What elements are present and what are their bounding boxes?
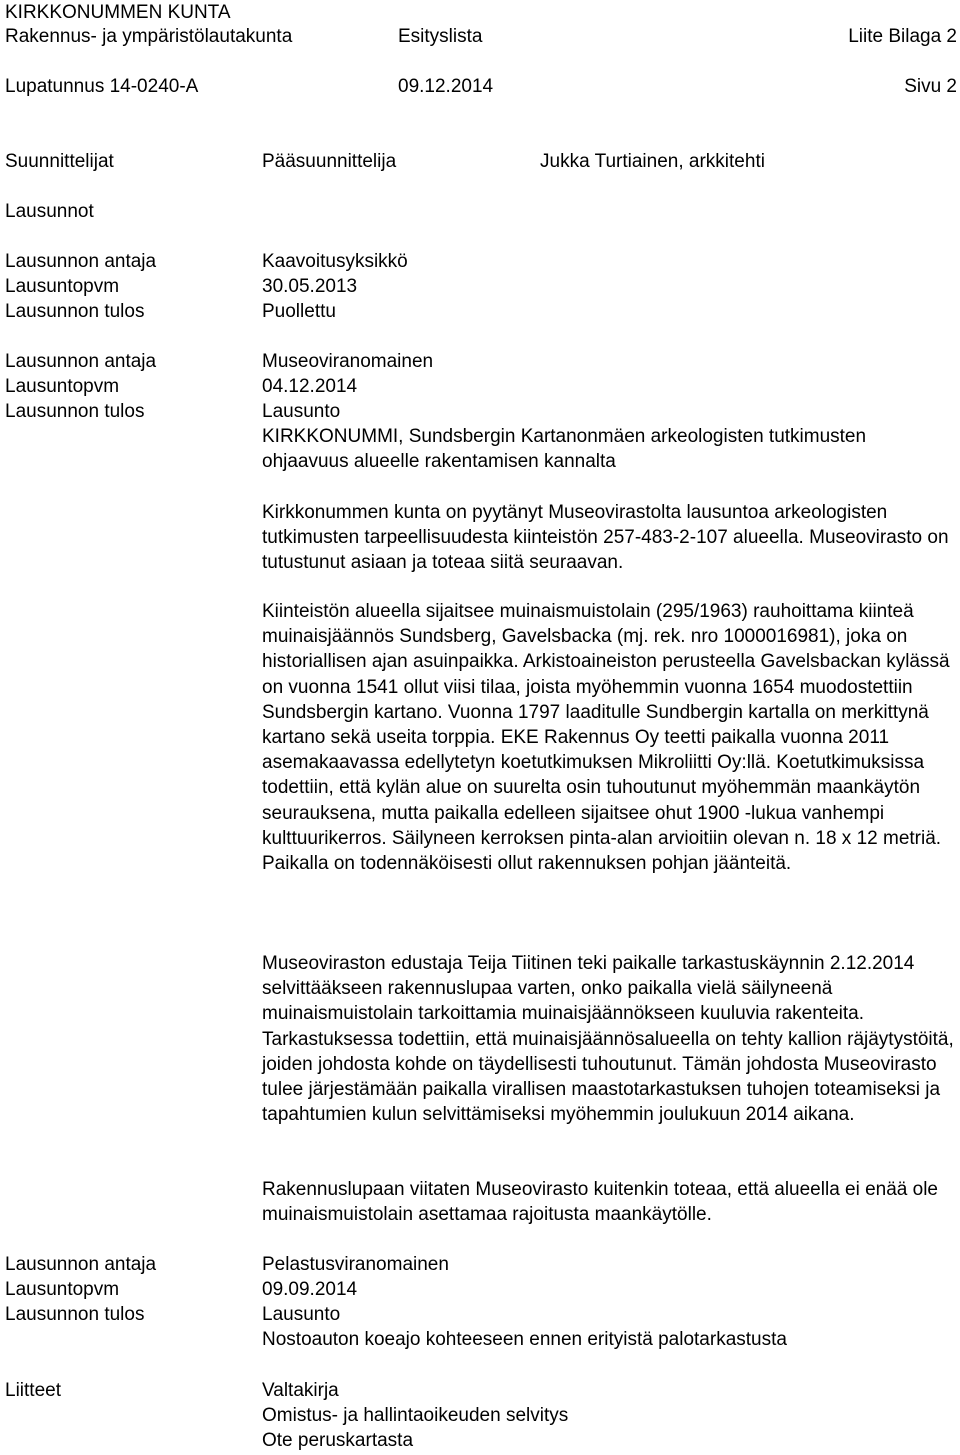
designer-name: Jukka Turtiainen, arkkitehti (540, 151, 765, 172)
statement-result-label: Lausunnon tulos (5, 301, 145, 322)
statements-heading: Lausunnot (5, 201, 94, 222)
board-name: Rakennus- ja ympäristölautakunta (5, 26, 293, 47)
designer-role: Pääsuunnittelija (262, 151, 397, 172)
statement-result: Puollettu (262, 301, 336, 322)
attachment-item: Valtakirja (262, 1380, 339, 1401)
statement-date: 30.05.2013 (262, 276, 358, 297)
statement-result: Lausunto (262, 1304, 341, 1325)
statement-paragraph: Rakennuslupaan viitaten Museovirasto kuitenkin toteaa, että alueella ei enää ole muinaismuistolain asettamaa rajoitusta maankäytölle. (262, 1179, 939, 1226)
attachment-label: Liite Bilaga 2 (848, 26, 957, 47)
doc-type: Esityslista (398, 26, 483, 47)
permit-id: Lupatunnus 14-0240-A (5, 76, 199, 97)
statement-paragraph: Kirkkonummen kunta on pyytänyt Museovirastolta lausuntoa arkeologisten tutkimusten tarpeellisuudesta kiinteistön 257-483-2-107 alueella. Museovirasto on tutustunut asiaan ja toteaa siitä seuraavan. (262, 502, 949, 574)
attachments-label: Liitteet (5, 1380, 61, 1401)
statement-giver-label: Lausunnon antaja (5, 351, 157, 372)
statement-subject: KIRKKONUMMI, Sundsbergin Kartanonmäen arkeologisten tutkimusten ohjaavuus alueelle rakentamisen kannalta (262, 426, 867, 473)
statement-giver-label: Lausunnon antaja (5, 251, 157, 272)
meeting-date: 09.12.2014 (398, 76, 494, 97)
attachment-item: Ote peruskartasta (262, 1430, 414, 1451)
org-name: KIRKKONUMMEN KUNTA (5, 2, 231, 23)
statement-paragraph: Nostoauton koeajo kohteeseen ennen erityistä palotarkastusta (262, 1329, 787, 1350)
statement-date-label: Lausuntopvm (5, 1279, 120, 1300)
statement-giver: Kaavoitusyksikkö (262, 251, 408, 272)
statement-date: 04.12.2014 (262, 376, 358, 397)
statement-giver: Pelastusviranomainen (262, 1254, 449, 1275)
statement-date: 09.09.2014 (262, 1279, 358, 1300)
statement-date-label: Lausuntopvm (5, 276, 120, 297)
statement-giver-label: Lausunnon antaja (5, 1254, 157, 1275)
statement-date-label: Lausuntopvm (5, 376, 120, 397)
statement-result: Lausunto (262, 401, 341, 422)
statement-paragraph: Museoviraston edustaja Teija Tiitinen teki paikalle tarkastuskäynnin 2.12.2014 selvittääkseen rakennuslupaa varten, onko paikalla vielä säilyneenä muinaismuistolain tarkoittamia muinaisjäännökseen kuuluvia rakenteita. Tarkastuksessa todettiin, että muinaisjäännösalueella on tehty kallion räjäytystöitä, joiden johdosta kohde on täydellisesti tuhoutunut. Tämän johdosta Museovirasto tulee järjestämään paikalla virallisen maastotarkastuksen tuhojen toteamiseksi ja tapahtumien kulun selvittämiseksi myöhemmin joulukuun 2014 aikana. (262, 953, 954, 1126)
designers-label: Suunnittelijat (5, 151, 114, 172)
statement-result-label: Lausunnon tulos (5, 1304, 145, 1325)
statement-paragraph: Kiinteistön alueella sijaitsee muinaismuistolain (295/1963) rauhoittama kiinteä muinaisjäännös Sundsberg, Gavelsbacka (mj. rek. nro 1000016981), joka on historiallisen ajan asuinpaikka. Arkistoaineiston perusteella Gavelsbackan kylässä on vuonna 1541 ollut viisi tilaa, joista myöhemmin vuonna 1654 muodostettiin Sundsbergin kartano. Vuonna 1797 laaditulle Sundbergin kartalla on merkittynä kartano sekä useita torppia. EKE Rakennus Oy teetti paikalla vuonna 2011 asemakaavassa edellytetyn koetutkimuksen Mikroliitti Oy:llä. Koetutkimuksissa todettiin, että kylän alue on suurelta osin tuhoutunut myöhemmän maankäytön seurauksena, mutta paikalla edelleen sijaitsee ohut 1900 -lukua vanhempi kulttuurikerros. Säilyneen kerroksen pinta-alan arvioitiin olevan n. 18 x 12 metriä. Paikalla on todennäköisesti ollut rakennuksen pohjan jäänteitä. (262, 601, 950, 875)
statement-result-label: Lausunnon tulos (5, 401, 145, 422)
statement-giver: Museoviranomainen (262, 351, 434, 372)
attachment-item: Omistus- ja hallintaoikeuden selvitys (262, 1405, 569, 1426)
page-number: Sivu 2 (904, 76, 957, 97)
